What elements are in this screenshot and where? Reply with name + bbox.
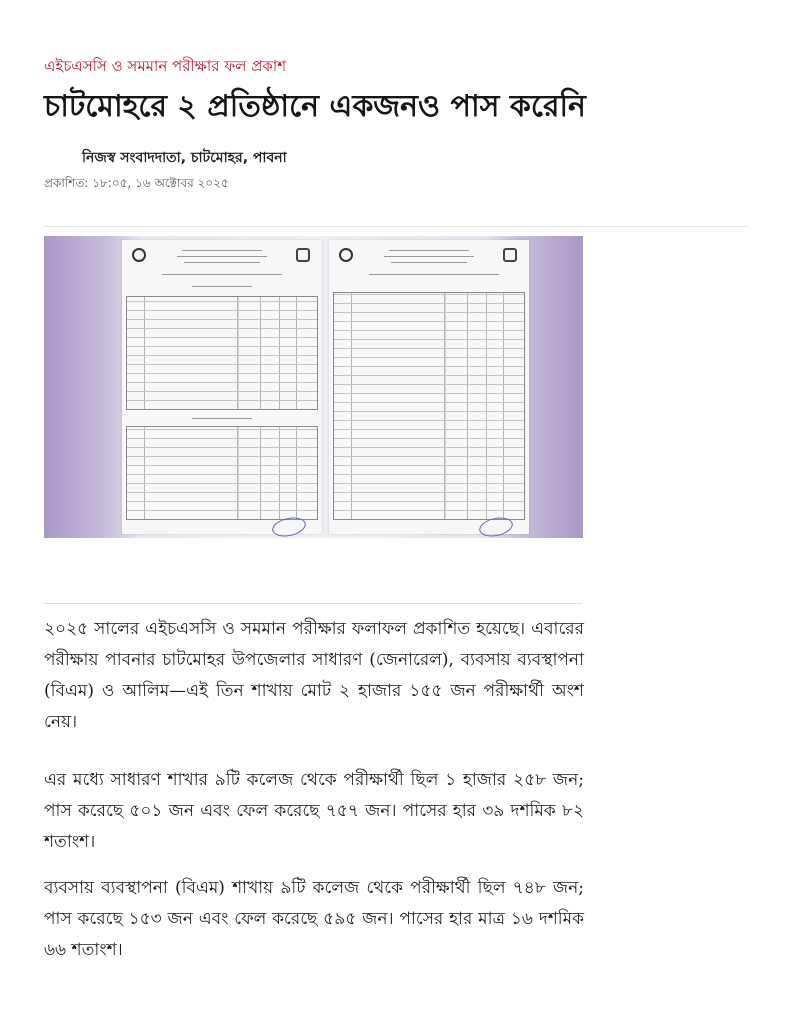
sheet-heading-line (182, 250, 262, 251)
result-sheet-right (329, 240, 529, 534)
article-byline[interactable]: নিজস্ব সংবাদদাতা, চাটমোহর, পাবনা (82, 150, 287, 166)
emblem-icon (296, 248, 310, 262)
article-photo (44, 236, 583, 538)
sheet-heading-line (389, 250, 469, 251)
result-sheet-left (122, 240, 322, 534)
government-seal-icon (132, 248, 146, 262)
results-table-image (126, 296, 318, 410)
sheet-heading-line (177, 256, 267, 257)
government-seal-icon (339, 248, 353, 262)
emblem-icon (503, 248, 517, 262)
article-paragraph: এর মধ্যে সাধারণ শাখার ৯টি কলেজ থেকে পরীক্ষার্থী ছিল ১ হাজার ২৫৮ জন; পাস করেছে ৫০১ জন এবং ফেল করেছে ৭৫৭ জন। পাসের হার ৩৯ দশমিক ৮২ শতাংশ। (44, 770, 584, 852)
published-timestamp: প্রকাশিত: ১৮:০৫, ১৬ অক্টোবর ২০২৫ (44, 176, 229, 190)
article-paragraph: ব্যবসায় ব্যবস্থাপনা (বিএম) শাখায় ৯টি কলেজ থেকে পরীক্ষার্থী ছিল ৭৪৮ জন; পাস করেছে ১৫৩ জন এবং ফেল করেছে ৫৯৫ জন। পাসের হার মাত্র ১৬ দশমিক ৬৬ শতাংশ। (44, 878, 584, 960)
reporter-icon (46, 147, 68, 169)
article-headline: চাটমোহরে ২ প্রতিষ্ঠানে একজনও পাস করেনি (44, 89, 586, 124)
sheet-heading-line (184, 262, 260, 263)
article-kicker[interactable]: এইচএসসি ও সমমান পরীক্ষার ফল প্রকাশ (44, 57, 287, 75)
article-paragraph: ২০২৫ সালের এইচএসসি ও সমমান পরীক্ষার ফলাফল প্রকাশিত হয়েছে। এবারের পরীক্ষায় পাবনার চাটমোহর উপজেলার সাধারণ (জেনারেল), ব্যবসায় ব্যবস্থাপনা (বিএম) ও আলিম—এই তিন শাখায় মোট ২ হাজার ১৫৫ জন পরীক্ষার্থী অংশ নেয়। (44, 619, 584, 732)
sheet-heading-line (369, 274, 499, 275)
results-table-image (333, 292, 525, 520)
header-divider (44, 226, 748, 227)
sheet-heading-line (192, 418, 252, 419)
body-divider (44, 603, 582, 604)
sheet-heading-line (192, 286, 252, 287)
results-table-image (126, 426, 318, 520)
sheet-heading-line (391, 262, 467, 263)
sheet-heading-line (162, 274, 282, 275)
sheet-heading-line (384, 256, 474, 257)
